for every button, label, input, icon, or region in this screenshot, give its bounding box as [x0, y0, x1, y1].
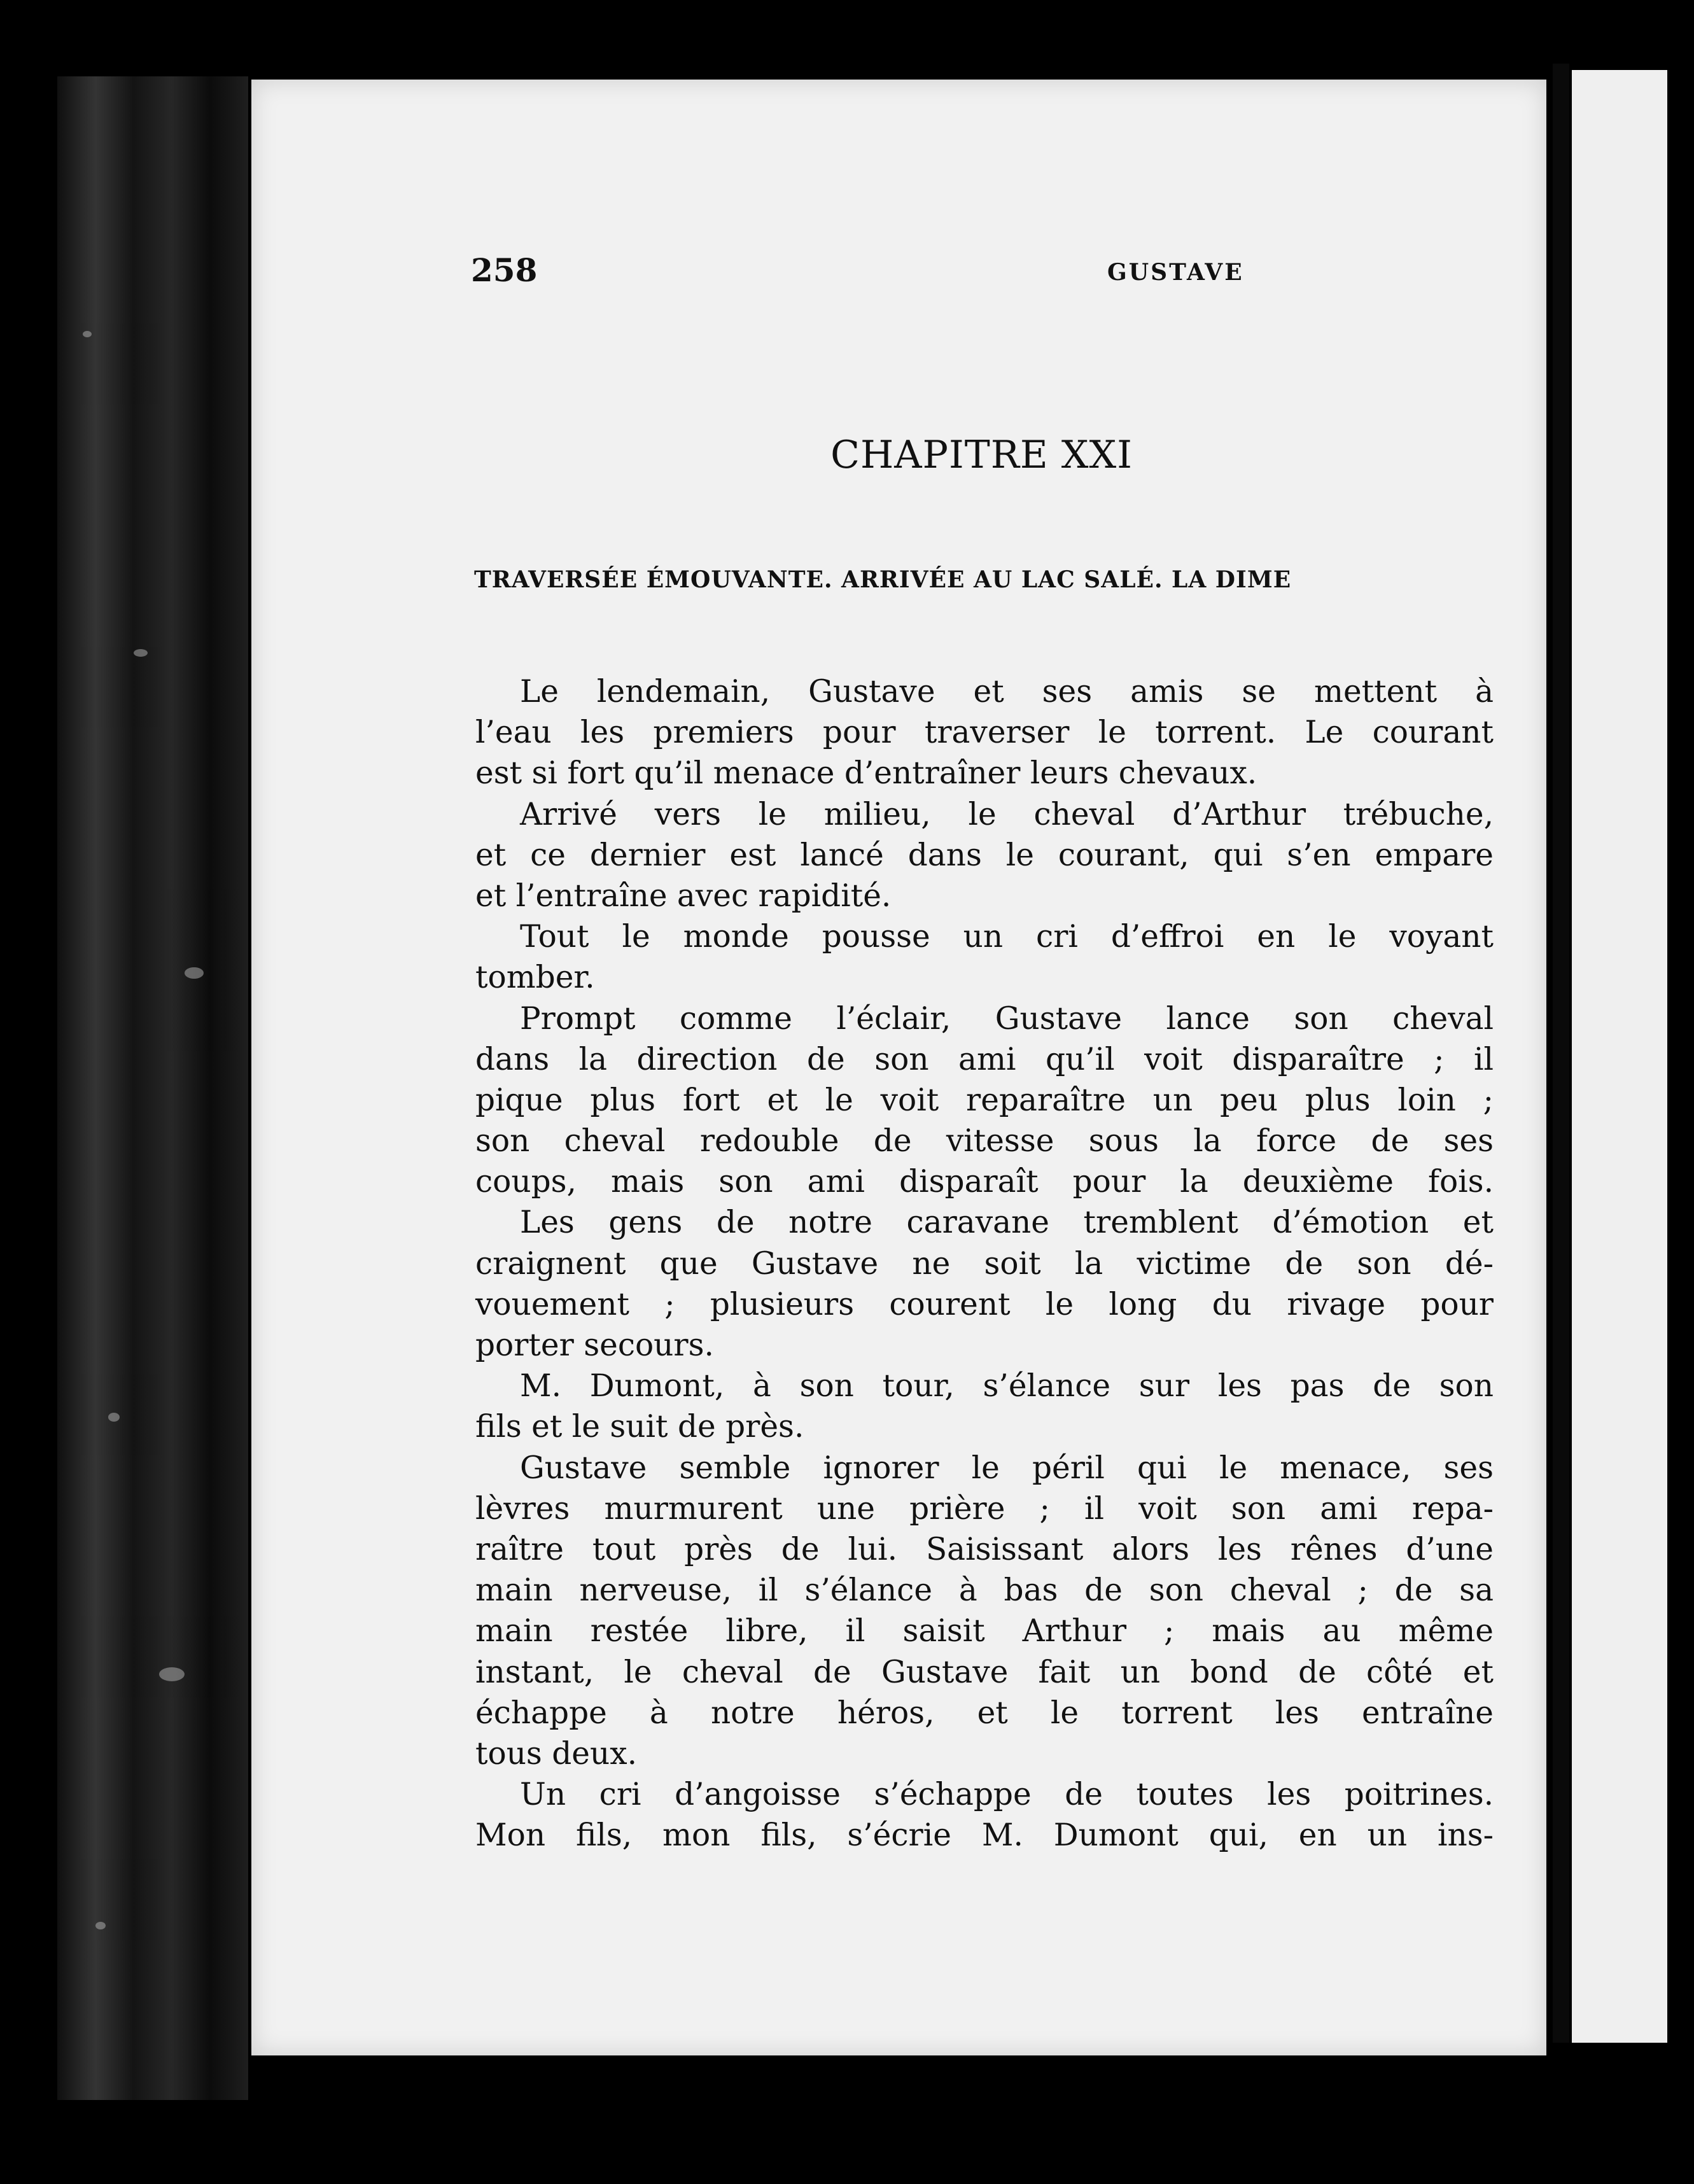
page-header — [251, 251, 1546, 302]
text-line: lèvres murmurent une prière ; il voit son ami repa- — [475, 1490, 1494, 1527]
text-line: et ce dernier est lancé dans le courant, qui s’en empare — [475, 837, 1494, 873]
text-line: Le lendemain, Gustave et ses amis se mettent à — [520, 674, 1494, 710]
text-line: tomber. — [475, 960, 595, 996]
chapter-subtitle: TRAVERSÉE ÉMOUVANTE. ARRIVÉE AU LAC SALÉ. LA DIME — [474, 566, 1292, 593]
text-line: craignent que Gustave ne soit la victime de son dé- — [475, 1245, 1494, 1282]
page-gutter-shadow — [1553, 64, 1569, 2043]
text-line: est si fort qu’il menace d’entraîner leurs chevaux. — [475, 755, 1257, 792]
text-line: main restée libre, il saisit Arthur ; mais au même — [475, 1613, 1494, 1649]
text-line: porter secours. — [475, 1327, 714, 1363]
body-text — [475, 671, 1494, 1856]
text-line: et l’entraîne avec rapidité. — [475, 878, 892, 914]
book-page — [251, 80, 1546, 2055]
page-number: 258 — [471, 251, 538, 289]
running-head: GUSTAVE — [1107, 259, 1244, 286]
text-line: Arrivé vers le milieu, le cheval d’Arthur trébuche, — [520, 796, 1494, 832]
text-line: Tout le monde pousse un cri d’effroi en le voyant — [520, 919, 1494, 955]
text-line: Les gens de notre caravane tremblent d’émotion et — [520, 1205, 1494, 1241]
text-line: fils et le suit de près. — [475, 1409, 804, 1445]
text-line: vouement ; plusieurs courent le long du rivage pour — [475, 1286, 1494, 1322]
text-line: son cheval redouble de vitesse sous la force de ses — [475, 1123, 1494, 1159]
text-line: Gustave semble ignorer le péril qui le menace, ses — [520, 1450, 1494, 1486]
text-line: dans la direction de son ami qu’il voit disparaître ; il — [475, 1041, 1494, 1077]
text-line: instant, le cheval de Gustave fait un bond de côté et — [475, 1654, 1494, 1690]
chapter-title: CHAPITRE XXI — [830, 433, 1133, 477]
text-line: Un cri d’angoisse s’échappe de toutes les poitrines. — [520, 1777, 1494, 1813]
text-line: échappe à notre héros, et le torrent les entraîne — [475, 1695, 1494, 1731]
text-line: main nerveuse, il s’élance à bas de son cheval ; de sa — [475, 1572, 1494, 1609]
text-line: l’eau les premiers pour traverser le torrent. Le courant — [475, 715, 1494, 751]
book-spine — [57, 76, 248, 2100]
text-line: Prompt comme l’éclair, Gustave lance son cheval — [520, 1000, 1494, 1037]
text-line: M. Dumont, à son tour, s’élance sur les pas de son — [520, 1368, 1494, 1404]
text-line: raître tout près de lui. Saisissant alors les rênes d’une — [475, 1531, 1494, 1567]
text-line: pique plus fort et le voit reparaître un peu plus loin ; — [475, 1082, 1494, 1118]
text-line: Mon fils, mon fils, s’écrie M. Dumont qui, en un ins- — [475, 1817, 1494, 1854]
text-line: tous deux. — [475, 1735, 637, 1772]
facing-page-edge — [1572, 70, 1667, 2043]
text-line: coups, mais son ami disparaît pour la deuxième fois. — [475, 1164, 1494, 1200]
